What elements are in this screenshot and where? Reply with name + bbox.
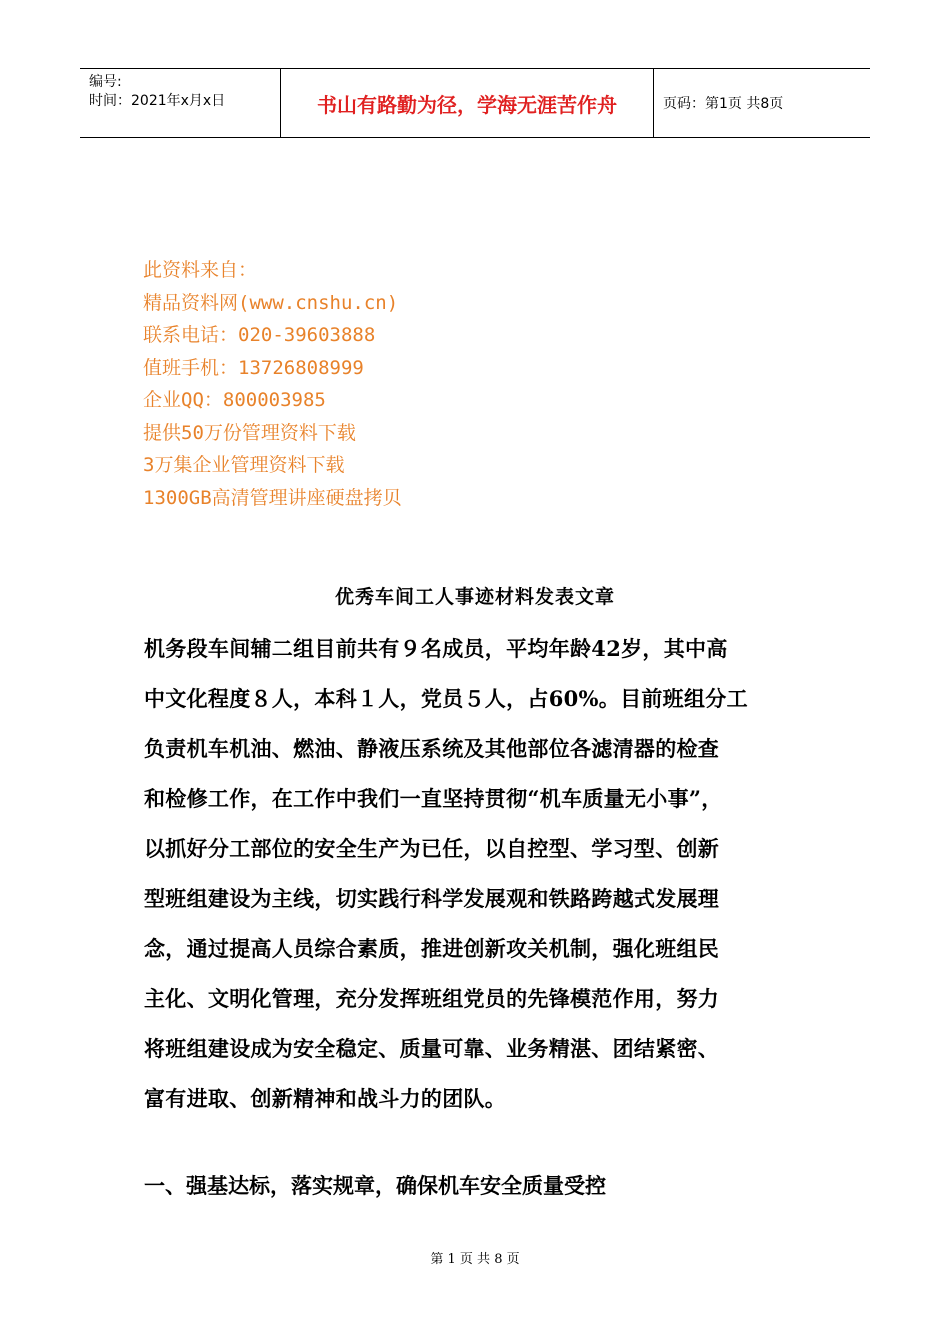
paragraph-line: 机务段车间辅二组目前共有９名成员，平均年龄42岁，其中高	[144, 636, 728, 661]
ad-line: 提供50万份管理资料下载	[143, 421, 356, 444]
ad-line: 企业QQ：800003985	[143, 389, 326, 411]
paragraph-line: 将班组建设成为安全稳定、质量可靠、业务精湛、团结紧密、	[144, 1036, 720, 1061]
page-header	[80, 68, 870, 138]
ad-line: 值班手机：13726808999	[143, 356, 364, 379]
paragraph-line: 富有进取、创新精神和战斗力的团队。	[144, 1086, 507, 1111]
document-title: 优秀车间工人事迹材料发表文章	[334, 586, 615, 608]
paragraph-line: 主化、文明化管理，充分发挥班组党员的先锋模范作用，努力	[144, 986, 720, 1011]
ad-line: 精品资料网(www.cnshu.cn)	[143, 291, 399, 314]
paragraph-line: 和检修工作，在工作中我们一直坚持贯彻“机车质量无小事”，	[144, 786, 723, 811]
ad-line: 3万集企业管理资料下载	[143, 454, 345, 476]
paragraph-line: 念，通过提高人员综合素质，推进创新攻关机制，强化班组民	[144, 936, 720, 961]
ad-line: 1300GB高清管理讲座硬盘拷贝	[143, 486, 402, 509]
paragraph-line: 负责机车机油、燃油、静液压系统及其他部位各滤清器的检查	[144, 736, 720, 761]
header-meta	[80, 69, 281, 137]
section-heading: 一、强基达标，落实规章，确保机车安全质量受控	[144, 1173, 606, 1198]
time-label: 时间：2021年x月x日	[89, 93, 226, 109]
ad-line: 此资料来自：	[143, 259, 258, 281]
code-label: 编号:	[89, 74, 122, 90]
header-motto: 书山有路勤为径，学海无涯苦作舟	[281, 69, 654, 137]
ad-line: 联系电话：020-39603888	[143, 324, 376, 346]
source-ad-block	[143, 254, 402, 514]
paragraph-line: 以抓好分工部位的安全生产为已任，以自控型、学习型、创新	[144, 836, 720, 861]
body-paragraph	[144, 624, 812, 1124]
paragraph-line: 中文化程度８人，本科１人，党员５人，占60%。目前班组分工	[144, 686, 748, 711]
header-page-info: 页码：第1页 共8页	[663, 96, 784, 112]
paragraph-line: 型班组建设为主线，切实践行科学发展观和铁路跨越式发展理	[144, 886, 720, 911]
page-footer: 第 1 页 共 8 页	[430, 1252, 520, 1267]
